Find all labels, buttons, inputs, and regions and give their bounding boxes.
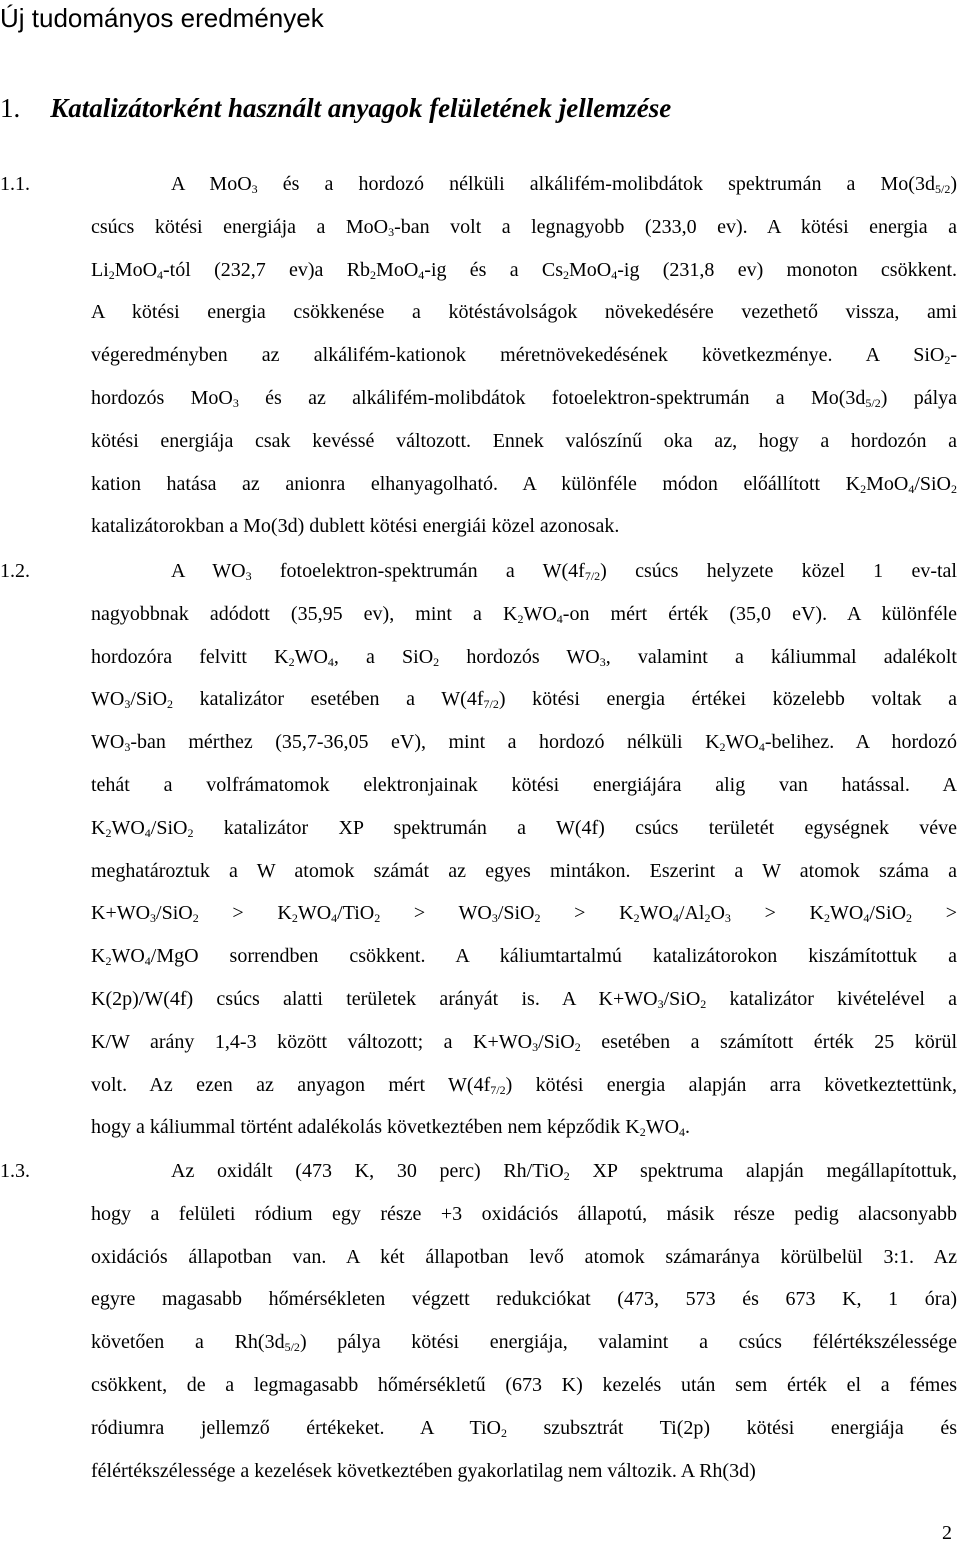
text-line: $WO_3$-ban mérthez (35,7-36,05 eV), mint a hordozó nélküli $K_2WO_4$-belihez. A hordozó <box>91 731 957 755</box>
text-line: kation hatása az anionra elhanyagolható. A különféle módon előállított $K_2MoO_4/SiO_2$ <box>91 472 957 496</box>
text-line: hogy a felületi ródium egy része +3 oxidációs állapotú, másik része pedig alacsonyabb <box>91 1202 957 1225</box>
text-line: hordozós MoO$_3$ és az alkálifém-molibdátok fotoelektron-spektrumán a $Mo(3d_{5/2})$ pálya <box>91 386 958 410</box>
text-line: tehát a volfrámatomok elektronjainak kötési energiájára alig van hatással. A <box>91 773 957 796</box>
text-line: követően a $Rh(3d_{5/2})$ pálya kötési energiája, valamint a csúcs félértékszélessége <box>91 1331 958 1355</box>
text-line: kötési energiája csak kevéssé változott. Ennek valószínű oka az, hogy a hordozón a <box>91 429 957 452</box>
paragraph-number: 1.3. <box>0 1160 30 1182</box>
text-line: végeredményben az alkálifém-kationok méretnövekedésének következménye. A SiO$_2$- <box>91 344 957 368</box>
text-line: ródiumra jellemző értékeket. A TiO$_2$ szubsztrát Ti(2p) kötési energiája és <box>91 1416 958 1440</box>
page-title: Új tudományos eredmények <box>0 3 324 33</box>
paragraph-number: 1.2. <box>0 560 30 582</box>
text-line: $WO_3/SiO_2$ katalizátor esetében a $W(4f_{7/2})$ kötési energia értékei közelebb voltak a <box>91 688 957 712</box>
text-line: katalizátorokban a Mo(3d) dublett kötési energiái közel azonosak. <box>91 515 620 538</box>
paragraph-text <box>91 550 957 1149</box>
paragraph-1-2 <box>0 550 957 1149</box>
text-line: K(2p)/W(4f) csúcs alatti területek arányát is. A $K+WO_3/SiO_2$ katalizátor kivételével a <box>91 987 958 1011</box>
paragraph-text <box>91 1150 957 1492</box>
paragraph-text <box>91 163 957 548</box>
text-line: volt. Az ezen az anyagon mért $W(4f_{7/2})$ kötési energia alapján arra következtettünk, <box>91 1073 957 1097</box>
text-line: $Li_2MoO_4$-tól (232,7 ev)a $Rb_2MoO_4-ig$ és a $Cs_2MoO_4-ig$ (231,8 ev) monoton csökkent. <box>91 258 957 282</box>
text-line: nagyobbnak adódott (35,95 ev), mint a $K_2WO_4-on$ mért érték (35,0 eV). A különféle <box>91 602 958 626</box>
text-line: A $WO_3$ fotoelektron-spektrumán a $W(4f_{7/2})$ csúcs helyzete közel 1 ev-tal <box>171 560 957 583</box>
section-heading <box>0 90 671 126</box>
text-line: hogy a káliummal történt adalékolás következtében nem képződik $K_2WO_4$. <box>91 1116 691 1140</box>
text-line: egyre magasabb hőmérsékleten végzett redukciókat (473, 573 és 673 K, 1 óra) <box>91 1288 957 1311</box>
text-line: oxidációs állapotban van. A két állapotban levő atomok számaránya körülbelül 3:1. Az <box>91 1245 957 1268</box>
text-line: meghatároztuk a W atomok számát az egyes mintákon. Eszerint a W atomok száma a <box>91 859 957 882</box>
section-title: Katalizátorként használt anyagok felületének jellemzése <box>50 93 672 123</box>
section-number: 1. <box>0 93 21 123</box>
text-line: Az oxidált (473 K, 30 perc) Rh/TiO$_2$ XP spektruma alapján megállapítottuk, <box>171 1160 957 1183</box>
paragraph-1-3 <box>0 1150 957 1492</box>
text-line: $K+WO_3/SiO_2 > K_2WO_4/TiO_2 > WO_3/SiO_2 > K_2WO_4/Al_2O_3 > K_2WO_4/SiO_2$ > <box>91 902 957 926</box>
page-number: 2 <box>942 1522 952 1544</box>
paragraph-number: 1.1. <box>0 173 30 195</box>
text-line: csúcs kötési energiája a MoO$_3$-ban volt a legnagyobb (233,0 ev). A kötési energia a <box>91 215 957 239</box>
text-line: A kötési energia csökkenése a kötéstávolságok növekedésére vezethető vissza, ami <box>91 301 957 324</box>
text-line: K/W arány 1,4-3 között változott; a $K+WO_3/SiO_2$ esetében a számított érték 25 körül <box>91 1030 957 1054</box>
text-line: félértékszélessége a kezelések következtében gyakorlatilag nem változik. A Rh(3d) <box>91 1459 756 1482</box>
text-line: hordozóra felvitt $K_2WO_4$, a SiO$_2$ hordozós $WO_3$, valamint a káliummal adalékolt <box>91 645 957 669</box>
text-line: A MoO$_3$ és a hordozó nélküli alkálifém-molibdátok spektrumán a $Mo(3d_{5/2})$ <box>171 173 957 196</box>
paragraph-1-1 <box>0 163 957 548</box>
text-line: $K_2WO_4/SiO_2$ katalizátor XP spektrumán a W(4f) csúcs területét egységnek véve <box>91 816 957 840</box>
text-line: $K_2WO_4$/MgO sorrendben csökkent. A káliumtartalmú katalizátorokon kiszámítottuk a <box>91 945 957 969</box>
text-line: csökkent, de a legmagasabb hőmérsékletű (673 K) kezelés után sem érték el a fémes <box>91 1373 957 1396</box>
